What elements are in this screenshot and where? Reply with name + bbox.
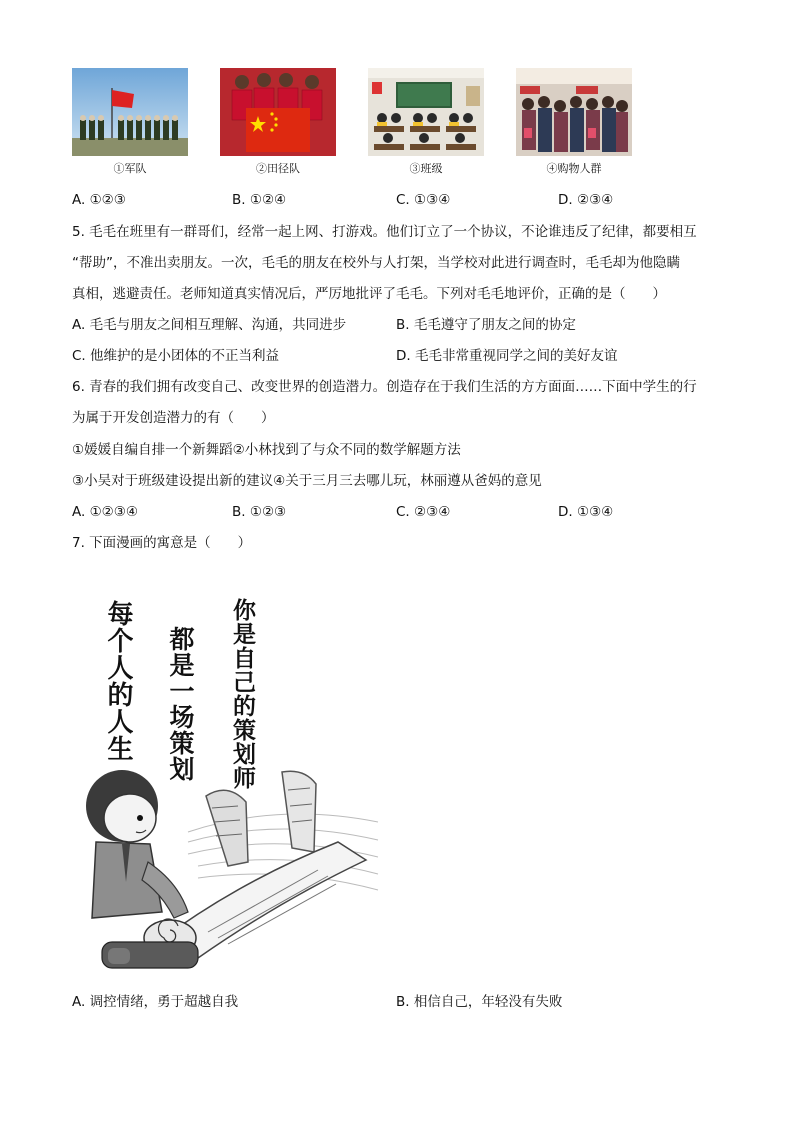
photo-shopping-crowd: [516, 68, 632, 176]
q4-option-b[interactable]: B. ①②④: [232, 192, 287, 208]
q6-stem-line-1: 6. 青春的我们拥有改变自己、改变世界的创造潜力。创造存在于我们生活的方方面面……下面中学生的行: [72, 379, 697, 395]
photo-caption: ②田径队: [256, 162, 300, 175]
photo-row: [72, 68, 632, 178]
comic-text-col-2: 都是一场策划: [166, 626, 195, 782]
q4-option-d[interactable]: D. ②③④: [558, 192, 614, 208]
q6-option-c[interactable]: C. ②③④: [396, 504, 451, 520]
boy-with-scroll-icon: [78, 762, 380, 980]
photo-caption: ③班级: [409, 162, 443, 175]
q5-option-b[interactable]: B. 毛毛遵守了朋友之间的协定: [396, 317, 576, 333]
q5-option-a[interactable]: A. 毛毛与朋友之间相互理解、沟通，共同进步: [72, 317, 347, 333]
q6-option-a[interactable]: A. ①②③④: [72, 504, 138, 520]
q6-item-line-2: ③小吴对于班级建设提出新的建议④关于三月三去哪儿玩，林丽遵从爸妈的意见: [72, 473, 542, 489]
classroom-icon: [368, 68, 484, 156]
q7-option-a[interactable]: A. 调控情绪，勇于超越自我: [72, 994, 239, 1010]
q4-option-c[interactable]: C. ①③④: [396, 192, 451, 208]
photo-caption: ①军队: [113, 162, 147, 175]
q5-stem-line-1: 5. 毛毛在班里有一群哥们，经常一起上网、打游戏。他们订立了一个协议，不论谁违反了纪律，都要相互: [72, 224, 697, 240]
q7-option-b[interactable]: B. 相信自己，年轻没有失败: [396, 994, 563, 1010]
q5-stem-line-2: “帮助”，不准出卖朋友。一次，毛毛的朋友在校外与人打架，当学校对此进行调查时，毛毛却为他隐瞒: [72, 255, 680, 271]
photo-caption: ④购物人群: [546, 162, 602, 175]
military-parade-icon: [72, 68, 188, 156]
comic-text-col-1: 每个人的人生: [103, 600, 133, 762]
comic-text-col-3: 你是自己的策划师: [229, 598, 256, 790]
q7-stem: 7. 下面漫画的寓意是（ ）: [72, 535, 252, 551]
q6-item-line-1: ①媛媛自编自排一个新舞蹈②小林找到了与众不同的数学解题方法: [72, 442, 461, 458]
q6-option-b[interactable]: B. ①②③: [232, 504, 287, 520]
track-team-flag-icon: [220, 68, 336, 156]
q5-stem-line-3: 真相，逃避责任。老师知道真实情况后，严厉地批评了毛毛。下列对毛毛地评价，正确的是（ ）: [72, 286, 666, 302]
shopping-crowd-icon: [516, 68, 632, 156]
q5-option-c[interactable]: C. 他维护的是小团体的不正当利益: [72, 348, 280, 364]
photo-classroom: [368, 68, 484, 176]
q6-option-d[interactable]: D. ①③④: [558, 504, 614, 520]
q5-option-d[interactable]: D. 毛毛非常重视同学之间的美好友谊: [396, 348, 618, 364]
q4-option-a[interactable]: A. ①②③: [72, 192, 126, 208]
photo-military: [72, 68, 188, 176]
q6-stem-line-2: 为属于开发创造潜力的有（ ）: [72, 410, 275, 426]
q7-comic: [78, 592, 380, 980]
photo-track-team: [220, 68, 336, 176]
